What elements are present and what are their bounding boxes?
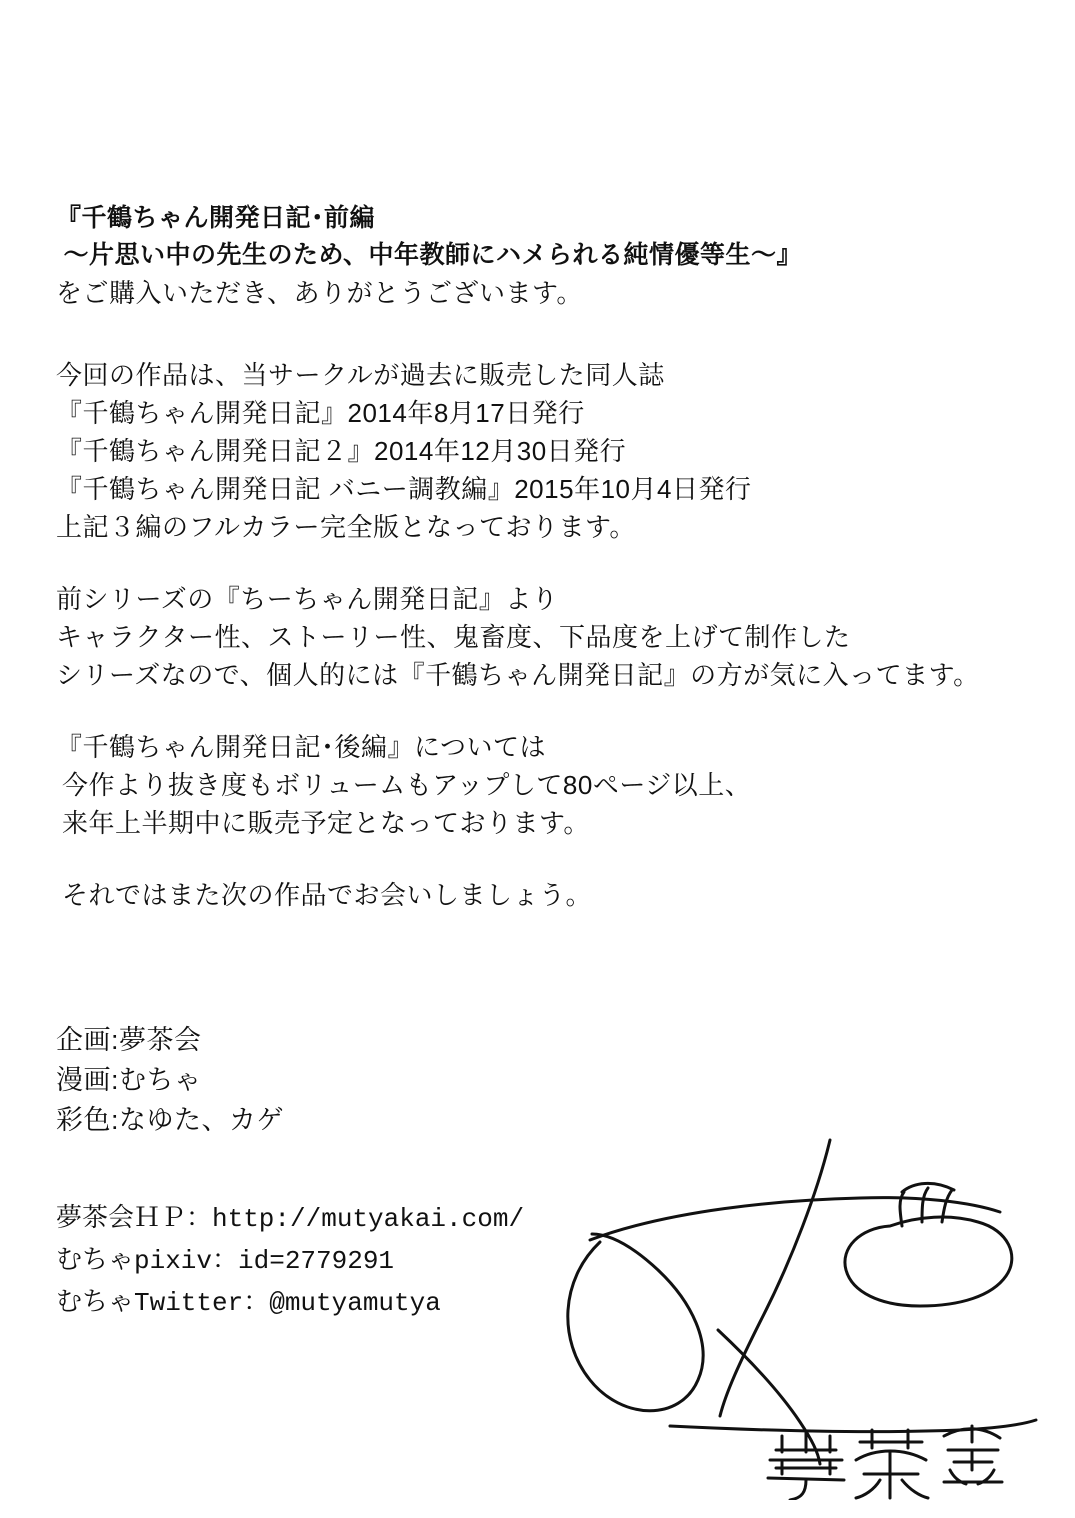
signature-drawing xyxy=(530,1130,1050,1500)
contact-twitter[interactable]: むちゃTwitter：@mutyamutya xyxy=(56,1288,441,1318)
series-line-3: シリーズなので、個人的には『千鶴ちゃん開発日記』の方が気に入ってます。 xyxy=(56,660,980,690)
next-line-2: 今作より抜き度もボリュームもアップして80ページ以上、 xyxy=(62,770,752,800)
credits-block xyxy=(56,1020,756,1140)
works-paragraph xyxy=(56,356,1016,546)
title-line-1: 『千鶴ちゃん開発日記･前編 xyxy=(56,204,376,232)
credit-colors: 彩色:なゆた、カゲ xyxy=(56,1105,285,1135)
series-line-1: 前シリーズの『ちーちゃん開発日記』より xyxy=(56,584,559,614)
main-text xyxy=(56,200,1016,948)
works-line-2: 『千鶴ちゃん開発日記』2014年8月17日発行 xyxy=(56,398,585,428)
closing-paragraph xyxy=(56,876,1016,914)
contact-homepage[interactable]: 夢茶会ＨＰ：http://mutyakai.com/ xyxy=(56,1204,525,1234)
works-line-3: 『千鶴ちゃん開発日記２』2014年12月30日発行 xyxy=(56,436,627,466)
series-line-2: キャラクター性、ストーリー性、鬼畜度、下品度を上げて制作した xyxy=(56,622,851,652)
works-line-1: 今回の作品は、当サークルが過去に販売した同人誌 xyxy=(56,360,665,390)
title-block xyxy=(56,200,1016,312)
works-line-5: 上記３編のフルカラー完全版となっております。 xyxy=(56,512,636,542)
credit-planning: 企画:夢茶会 xyxy=(56,1025,202,1055)
works-line-4: 『千鶴ちゃん開発日記 バニー調教編』2015年10月4日発行 xyxy=(56,474,752,504)
next-volume-paragraph xyxy=(56,728,1016,842)
closing-line: それではまた次の作品でお会いしましょう。 xyxy=(62,880,593,910)
series-paragraph xyxy=(56,580,1016,694)
title-line-2: ～片思い中の先生のため、中年教師にハメられる純情優等生～』 xyxy=(56,241,802,269)
next-line-1: 『千鶴ちゃん開発日記･後編』については xyxy=(56,732,546,762)
credit-manga: 漫画:むちゃ xyxy=(56,1065,202,1095)
next-line-3: 来年上半期中に販売予定となっております。 xyxy=(62,808,590,838)
thanks-line: をご購入いただき、ありがとうございます。 xyxy=(56,278,583,308)
contact-pixiv[interactable]: むちゃpixiv：id=2779291 xyxy=(56,1246,395,1276)
